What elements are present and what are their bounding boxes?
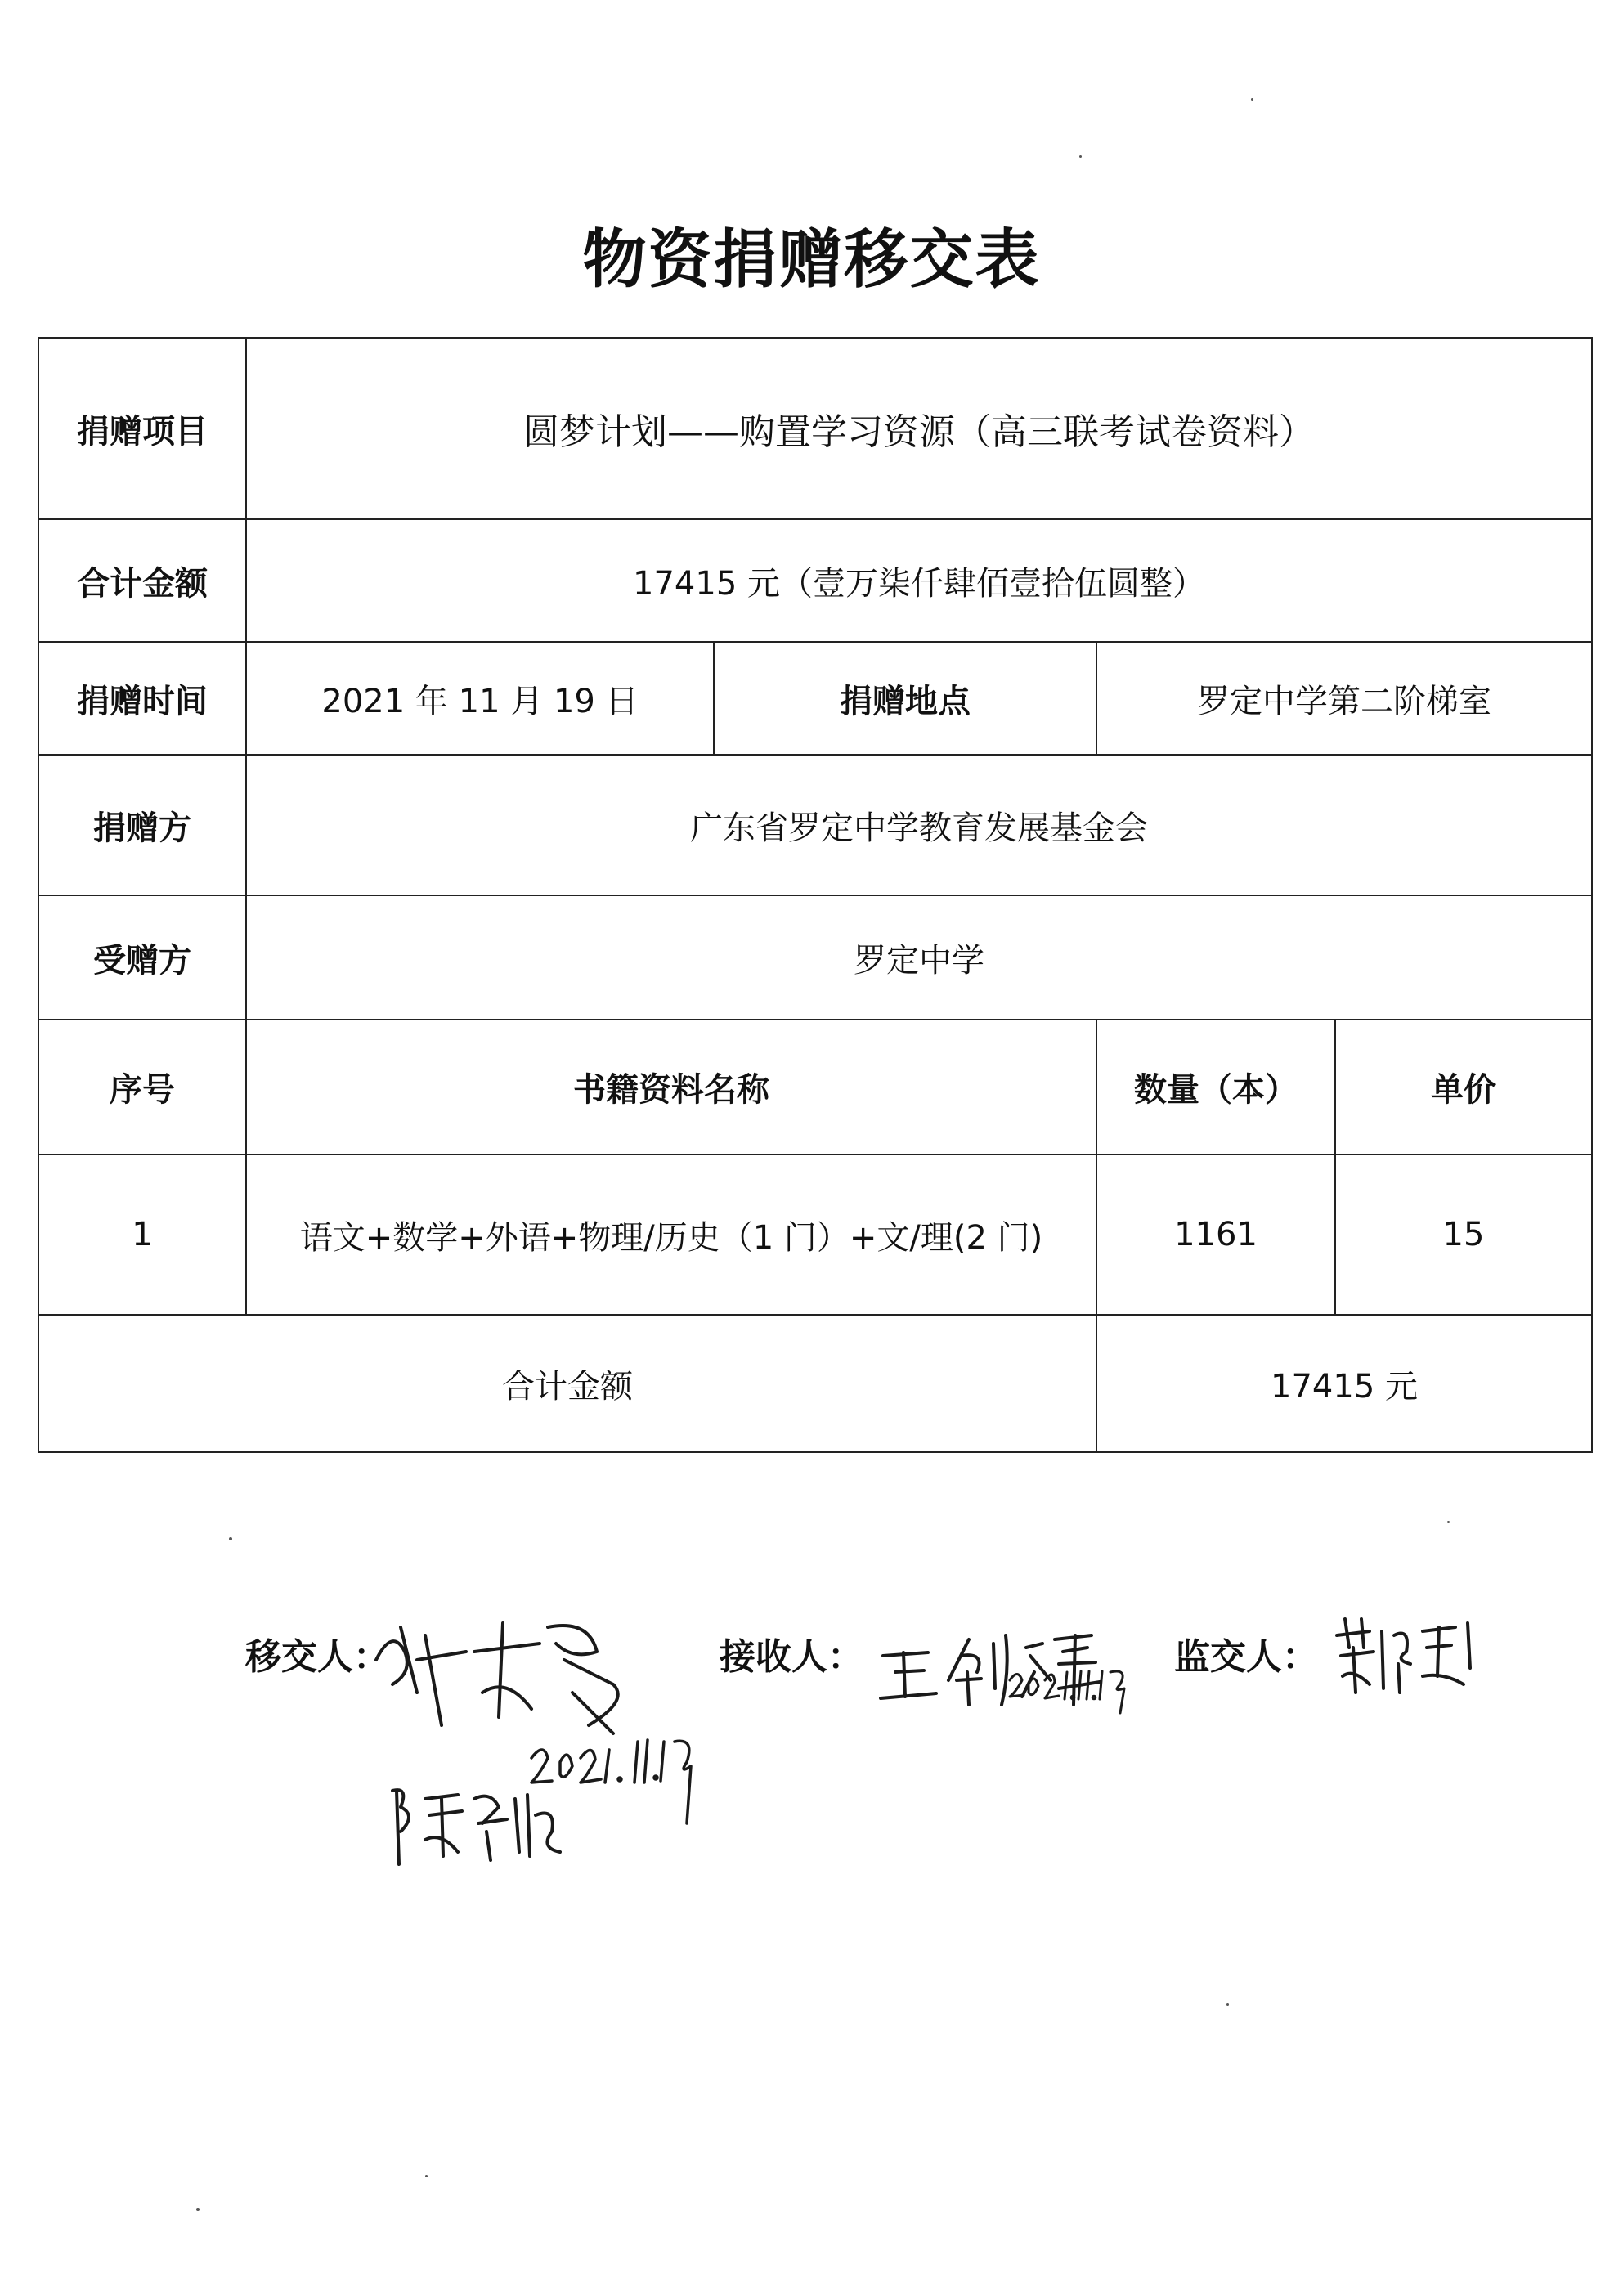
scan-speck [1226,2003,1229,2006]
transferor-second-signature [384,1774,572,1872]
supervisor-label: 监交人： [1174,1636,1318,1678]
items-header-row [38,1020,1592,1155]
recipient-label: 受赠方 [38,895,246,1020]
scan-speck [1251,98,1253,101]
header-name: 书籍资料名称 [246,1020,1096,1155]
scan-speck [1447,1521,1450,1523]
donation-time-label: 捐赠时间 [38,642,246,755]
donation-table [38,337,1593,1453]
header-price: 单价 [1335,1020,1592,1155]
row-total-top [38,519,1592,642]
table-row [38,1155,1592,1315]
total-bottom-value: 17415 元 [1096,1315,1592,1452]
item-no: 1 [38,1155,246,1315]
item-price: 15 [1335,1155,1592,1315]
total-bottom-label: 合计金额 [38,1315,1096,1452]
row-time-place [38,642,1592,755]
donor-value: 广东省罗定中学教育发展基金会 [246,755,1592,895]
receiver-date-handwritten [1006,1660,1145,1717]
project-value: 圆梦计划——购置学习资源（高三联考试卷资料） [246,338,1592,519]
donation-place-value: 罗定中学第二阶梯室 [1096,642,1592,755]
row-project [38,338,1592,519]
recipient-value: 罗定中学 [246,895,1592,1020]
row-total-bottom [38,1315,1592,1452]
scan-speck [196,2208,200,2211]
header-qty: 数量（本） [1096,1020,1335,1155]
receiver-label: 接收人： [720,1636,863,1678]
scan-speck [425,2175,428,2177]
row-recipient [38,895,1592,1020]
project-label: 捐赠项目 [38,338,246,519]
donor-label: 捐赠方 [38,755,246,895]
item-name: 语文+数学+外语+物理/历史（1 门）+文/理(2 门) [246,1155,1096,1315]
row-donor [38,755,1592,895]
total-amount-value: 17415 元（壹万柒仟肆佰壹拾伍圆整） [246,519,1592,642]
transferor-label: 移交人： [245,1636,389,1678]
total-amount-label: 合计金额 [38,519,246,642]
scan-speck [229,1537,232,1540]
supervisor-signature [1333,1611,1480,1701]
scan-speck [1079,155,1082,158]
page-title: 物资捐赠移交表 [582,223,1041,297]
donation-place-label: 捐赠地点 [714,642,1096,755]
donation-time-value: 2021 年 11 月 19 日 [246,642,714,755]
item-qty: 1161 [1096,1155,1335,1315]
header-no: 序号 [38,1020,246,1155]
